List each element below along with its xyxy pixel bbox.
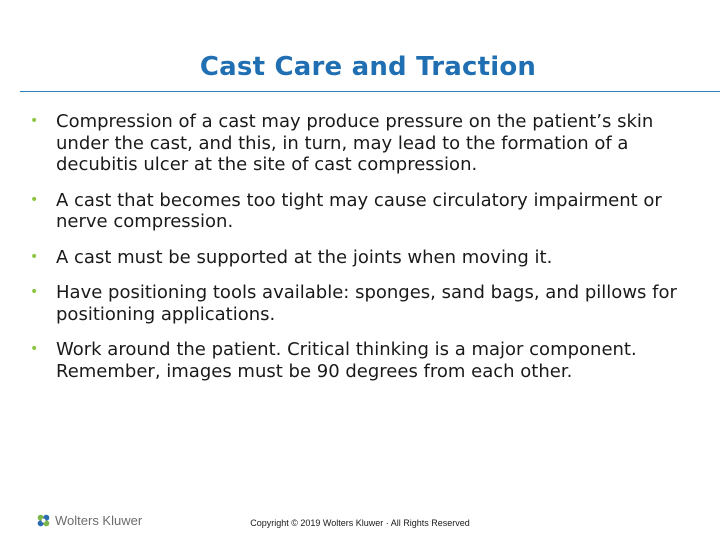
slide-title: Cast Care and Traction bbox=[199, 52, 537, 82]
bullet-dot: • bbox=[30, 341, 39, 357]
bullet-text: Compression of a cast may produce pressure on the patient’s skin under the cast, and this, in turn, may lead to the formation of a decubitis ulcer at the site of cast compression. bbox=[56, 111, 654, 175]
bullet-dot: • bbox=[30, 191, 39, 208]
bullet-item bbox=[30, 339, 702, 382]
bullet-dot: • bbox=[30, 284, 39, 300]
bullet-text: A cast that becomes too tight may cause circulatory impairment or nerve compression. bbox=[56, 189, 662, 232]
bullet-text: Have positioning tools available: sponges, sand bags, and pillows for positioning applications. bbox=[56, 282, 677, 325]
copyright-footer: Copyright © 2019 Wolters Kluwer · All Rights Reserved bbox=[250, 518, 470, 528]
bullet-item bbox=[30, 190, 702, 233]
title-divider bbox=[20, 91, 720, 92]
bullet-item bbox=[30, 111, 702, 176]
bullet-text: A cast must be supported at the joints when moving it. bbox=[56, 246, 553, 268]
bullet-item bbox=[30, 282, 702, 325]
bullet-dot: • bbox=[30, 113, 39, 129]
bullet-item bbox=[30, 247, 702, 269]
bullet-text: Work around the patient. Critical thinking is a major component. Remember, images must be 90 degrees from each other. bbox=[56, 339, 637, 382]
bullet-dot: • bbox=[30, 248, 39, 265]
bullet-list bbox=[30, 111, 702, 382]
logo-text: Wolters Kluwer bbox=[55, 513, 143, 528]
